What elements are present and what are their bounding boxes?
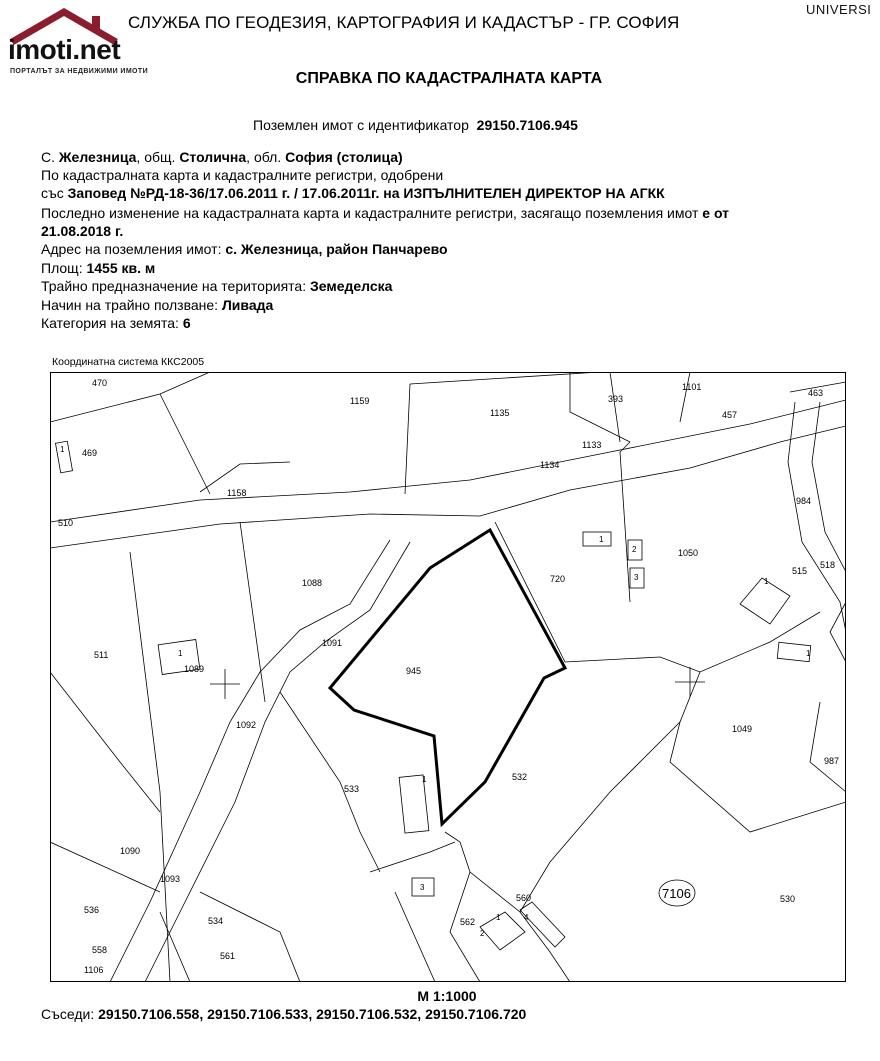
lot-label-469: 469 xyxy=(82,448,98,458)
region-prefix: , обл. xyxy=(246,149,282,165)
lot-label-533: 533 xyxy=(344,784,360,794)
lot-label-1050: 1050 xyxy=(678,548,699,558)
lot-label-987: 987 xyxy=(824,756,840,766)
boundary xyxy=(200,892,300,982)
map-scale: М 1:1000 xyxy=(417,988,477,1004)
building-number: 3 xyxy=(634,573,639,582)
boundary xyxy=(680,372,690,422)
order-text: Заповед №РД-18-36/17.06.2011 г. / 17.06.2011г. на ИЗПЪЛНИТЕЛЕН ДИРЕКТОР НА АГКК xyxy=(67,185,665,201)
neighbors-list: 29150.7106.558, 29150.7106.533, 29150.7106.532, 29150.7106.720 xyxy=(98,1006,527,1022)
boundary xyxy=(50,372,210,422)
order-line xyxy=(41,184,665,202)
purpose-label: Трайно предназначение на територията: xyxy=(41,278,307,294)
lot-label-1158: 1158 xyxy=(227,488,247,498)
building-number: 1 xyxy=(806,649,811,658)
last-change-date xyxy=(41,222,123,240)
boundary xyxy=(395,892,435,982)
document-title: СПРАВКА ПО КАДАСТРАЛНАТА КАРТА xyxy=(295,70,603,87)
neighbors-line xyxy=(41,1006,526,1022)
last-change-suffix: е от xyxy=(702,205,730,221)
cadastral-map xyxy=(50,372,846,982)
lot-label-1091: 1091 xyxy=(322,638,343,648)
lot-label-720: 720 xyxy=(550,574,566,584)
boundary xyxy=(280,692,380,872)
boundary xyxy=(410,372,600,384)
identifier-value: 29150.7106.945 xyxy=(476,117,578,133)
building-562 xyxy=(480,912,525,950)
boundary xyxy=(50,672,160,812)
boundary xyxy=(240,522,265,702)
neighbors-label: Съседи: xyxy=(41,1006,95,1022)
road-edge-south xyxy=(50,426,846,548)
building-number: 1 xyxy=(599,535,604,544)
building-720 xyxy=(583,532,611,546)
boundary xyxy=(565,612,820,672)
building-number: 4 xyxy=(524,913,529,922)
last-change-line xyxy=(41,204,729,222)
boundary xyxy=(450,872,480,982)
lot-label-534: 534 xyxy=(208,916,224,926)
category-label: Категория на земята: xyxy=(41,315,179,331)
lot-label-463: 463 xyxy=(808,388,824,398)
usage-label: Начин на трайно ползване: xyxy=(41,297,219,313)
municipality: Столична xyxy=(179,149,247,165)
lot-label-945: 945 xyxy=(406,666,422,676)
lot-label-1133: 1133 xyxy=(582,440,602,450)
lot-label-1134: 1134 xyxy=(540,460,560,470)
lot-label-1089: 1089 xyxy=(184,664,205,674)
lot-label-530: 530 xyxy=(780,894,796,904)
last-change-label: Последно изменение на кадастралната карта и кадастралните регистри, засягащо поземления имот xyxy=(41,205,699,221)
building-number: 3 xyxy=(420,883,425,892)
lot-label-1093: 1093 xyxy=(160,874,181,884)
building-560 xyxy=(520,902,565,947)
lot-label-536: 536 xyxy=(84,905,100,915)
boundary xyxy=(370,842,455,872)
region: София (столица) xyxy=(285,149,403,165)
boundary xyxy=(810,702,846,792)
lot-label-558: 558 xyxy=(92,945,108,955)
identifier-label: Поземлен имот с идентификатор xyxy=(253,117,469,133)
building-number: 1 xyxy=(496,913,501,922)
building-number: 2 xyxy=(480,929,485,938)
lot-label-511: 511 xyxy=(94,650,109,660)
lot-label-560: 560 xyxy=(516,893,532,903)
lot-label-984: 984 xyxy=(796,496,812,506)
building-number: 1 xyxy=(422,775,427,784)
address-line xyxy=(41,240,448,258)
boundary xyxy=(620,442,630,452)
coordinate-system-label: Координатна система ККС2005 xyxy=(52,356,205,368)
lot-label-470: 470 xyxy=(92,378,108,388)
road-branch-east xyxy=(145,542,410,982)
cross-marker xyxy=(210,669,240,699)
address-value: с. Железница, район Панчарево xyxy=(225,241,448,257)
lot-label-1106: 1106 xyxy=(84,965,104,975)
lot-label-1135: 1135 xyxy=(490,408,510,418)
building-number: 2 xyxy=(632,545,637,554)
identifier-line xyxy=(253,117,578,133)
boundary xyxy=(830,602,846,662)
boundary xyxy=(620,452,630,602)
area-value: 1455 кв. м xyxy=(86,260,156,276)
usage-line xyxy=(41,296,273,314)
lot-label-518: 518 xyxy=(820,560,836,570)
location-line xyxy=(41,148,403,166)
boundary xyxy=(610,372,620,442)
category-value: 6 xyxy=(182,315,191,331)
usage-value: Ливада xyxy=(221,297,274,313)
boundary xyxy=(50,842,160,892)
boundary xyxy=(495,522,565,662)
lot-label-457: 457 xyxy=(722,410,738,420)
lot-label-561: 561 xyxy=(220,951,236,961)
purpose-value: Земеделска xyxy=(309,278,393,294)
address-label: Адрес на поземления имот: xyxy=(41,241,222,257)
lot-label-510: 510 xyxy=(58,518,74,528)
boundary xyxy=(670,672,846,832)
building-number: 1 xyxy=(178,649,183,658)
building-number: 1 xyxy=(764,577,769,586)
boundary xyxy=(405,384,410,494)
agency-header: СЛУЖБА ПО ГЕОДЕЗИЯ, КАРТОГРАФИЯ И КАДАСТЪР - ГР. СОФИЯ xyxy=(128,13,680,32)
boundary xyxy=(445,832,570,982)
purpose-line xyxy=(41,277,392,295)
last-change-date-value: 21.08.2018 г. xyxy=(41,223,124,239)
lot-label-562: 562 xyxy=(460,917,476,927)
lot-label-1090: 1090 xyxy=(120,846,141,856)
lot-label-1101: 1101 xyxy=(682,382,702,392)
map-frame xyxy=(51,373,846,982)
lot-label-7106: 7106 xyxy=(662,886,691,901)
lot-label-1092: 1092 xyxy=(236,720,257,730)
logo-tagline: ПОРТАЛЪТ ЗА НЕДВИЖИМИ ИМОТИ xyxy=(10,68,149,75)
lot-label-1088: 1088 xyxy=(302,578,323,588)
village: Железница xyxy=(58,149,137,165)
category-line xyxy=(41,314,191,332)
approved-line: По кадастралната карта и кадастралните регистри, одобрени xyxy=(41,167,444,183)
boundary xyxy=(570,372,630,442)
order-prefix: със xyxy=(41,185,64,201)
road-east-1 xyxy=(788,402,846,632)
area-line xyxy=(41,259,155,277)
building-number: 1 xyxy=(60,445,65,454)
watermark-text: UNIVERSI xyxy=(806,2,872,17)
boundary xyxy=(160,394,210,494)
lot-label-1049: 1049 xyxy=(732,724,753,734)
property-945-boundary xyxy=(330,530,565,824)
logo-brand: imoti.net xyxy=(8,34,121,65)
lot-label-393: 393 xyxy=(608,394,624,404)
village-prefix: С. xyxy=(41,149,55,165)
lot-label-515: 515 xyxy=(792,566,808,576)
area-label: Площ: xyxy=(41,260,83,276)
lot-label-532: 532 xyxy=(512,772,528,782)
lot-label-1159: 1159 xyxy=(350,396,370,406)
municipality-prefix: , общ. xyxy=(136,149,176,165)
boundary xyxy=(130,552,170,982)
boundary xyxy=(520,722,680,912)
